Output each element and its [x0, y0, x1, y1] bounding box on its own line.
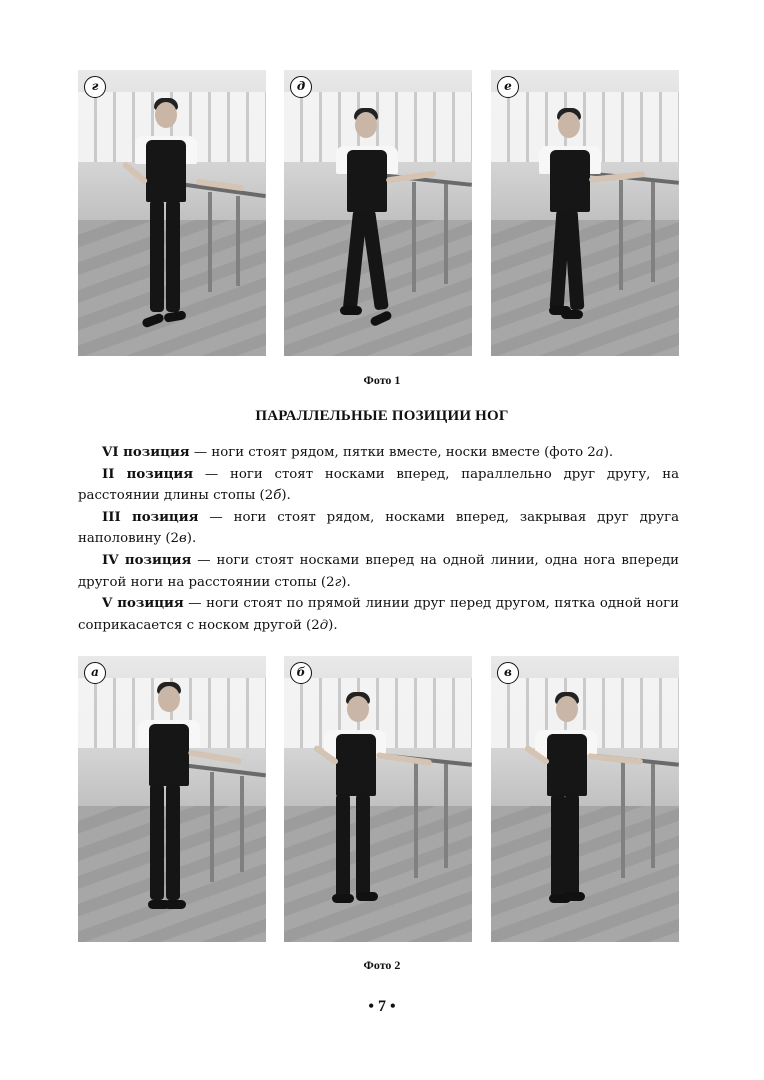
- photo-d: [284, 70, 472, 356]
- photo-label-badge: е: [497, 76, 519, 98]
- photo-label-badge: д: [290, 76, 312, 98]
- page-number: • 7 •: [368, 998, 396, 1015]
- photo-a: [78, 656, 266, 942]
- photo-caption-2: Фото 2: [363, 958, 401, 972]
- position-paragraph: II позиция — ноги стоят носками вперед, параллельно друг другу, на расстоянии длины стопы (2б).: [78, 466, 679, 504]
- dancer-vest: [347, 150, 387, 212]
- dancer-head: [355, 112, 377, 138]
- dancer-head: [558, 112, 580, 138]
- photo-e: [491, 70, 679, 356]
- dancer-vest: [149, 724, 189, 786]
- photo-label-badge: а: [84, 662, 106, 684]
- photo-label-badge: в: [497, 662, 519, 684]
- dancer-vest: [336, 734, 376, 796]
- positions-text: [78, 442, 679, 636]
- section-heading: ПАРАЛЛЕЛЬНЫЕ ПОЗИЦИИ НОГ: [255, 408, 509, 424]
- photo-row-1: [78, 70, 679, 356]
- position-paragraph: VI позиция — ноги стоят рядом, пятки вместе, носки вместе (фото 2а).: [102, 445, 614, 460]
- dancer-head: [158, 686, 180, 712]
- position-paragraph: V позиция — ноги стоят по прямой линии друг перед другом, пятка одной ноги соприкасается с носком другой (2д).: [78, 596, 679, 633]
- dancer-vest: [547, 734, 587, 796]
- photo-b: [284, 656, 472, 942]
- dancer-head: [556, 696, 578, 722]
- photo-label-badge: б: [290, 662, 312, 684]
- photo-v: [491, 656, 679, 942]
- position-paragraph: III позиция — ноги стоят рядом, носками вперед, закрывая друг друга наполовину (2в).: [78, 509, 679, 547]
- dancer-vest: [550, 150, 590, 212]
- dancer-head: [347, 696, 369, 722]
- photo-row-2: [78, 656, 679, 942]
- dancer-head: [155, 102, 177, 128]
- photo-g: [78, 70, 266, 356]
- photo-label-badge: г: [84, 76, 106, 98]
- photo-caption-1: Фото 1: [363, 373, 401, 387]
- position-paragraph: IV позиция — ноги стоят носками вперед на одной линии, одна нога впереди другой ноги на расстоянии стопы (2г).: [78, 552, 679, 590]
- dancer-vest: [146, 140, 186, 202]
